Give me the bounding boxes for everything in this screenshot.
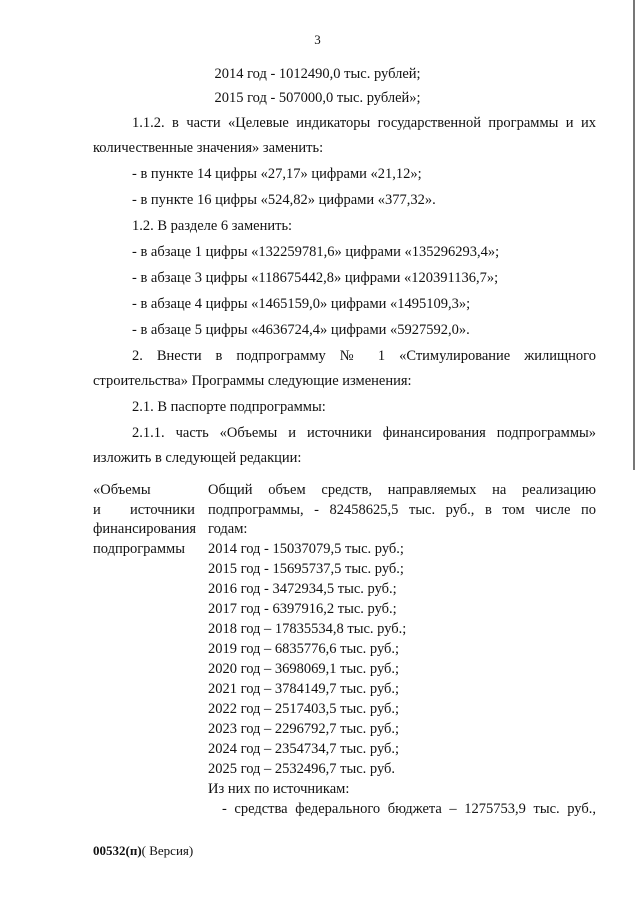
table-left-line-2b: источники [130, 502, 195, 518]
paragraph-21: 2.1. В паспорте подпрограммы: [132, 399, 326, 415]
table-left-line-2a: и [93, 502, 101, 518]
table-left-line-1: «Объемы [93, 482, 151, 498]
paragraph-2-line2: строительства» Программы следующие изменения: [93, 373, 412, 389]
header-line-2015: 2015 год - 507000,0 тыс. рублей»; [214, 90, 421, 106]
table-year-2021: 2021 год – 3784149,7 тыс. руб.; [208, 681, 400, 697]
paragraph-abz-1: - в абзаце 1 цифры «132259781,6» цифрами «135296293,4»; [132, 244, 500, 260]
paragraph-112-line2: количественные значения» заменить: [93, 140, 324, 156]
table-year-2023: 2023 год – 2296792,7 тыс. руб.; [208, 721, 400, 737]
table-year-2020: 2020 год – 3698069,1 тыс. руб.; [208, 661, 400, 677]
table-left-line-4: подпрограммы [93, 541, 185, 557]
table-right-intro-1: Общий объем средств, направляемых на реализацию [208, 482, 596, 498]
paragraph-abz-3: - в абзаце 3 цифры «118675442,8» цифрами «120391136,7»; [132, 270, 499, 286]
page-number: 3 [314, 32, 321, 47]
paragraph-abz-5: - в абзаце 5 цифры «4636724,4» цифрами «5927592,0». [132, 322, 470, 338]
header-line-2014: 2014 год - 1012490,0 тыс. рублей; [214, 66, 421, 82]
table-sources-label: Из них по источникам: [208, 781, 350, 797]
paragraph-2-line1: 2. Внести в подпрограмму № 1 «Стимулирование жилищного [132, 348, 596, 364]
footer-code: 00532(п) [93, 843, 142, 858]
paragraph-211-line1: 2.1.1. часть «Объемы и источники финансирования подпрограммы» [132, 425, 596, 441]
paragraph-point-14: - в пункте 14 цифры «27,17» цифрами «21,12»; [132, 166, 422, 182]
paragraph-211-line2: изложить в следующей редакции: [93, 450, 302, 466]
paragraph-12: 1.2. В разделе 6 заменить: [132, 218, 293, 234]
table-right-intro-3: годам: [208, 521, 248, 537]
table-year-2025: 2025 год – 2532496,7 тыс. руб. [208, 761, 396, 777]
table-year-2016: 2016 год - 3472934,5 тыс. руб.; [208, 581, 397, 597]
table-federal-line: - средства федерального бюджета – 1275753,9 тыс. руб., [222, 801, 596, 817]
table-year-2014: 2014 год - 15037079,5 тыс. руб.; [208, 541, 404, 557]
table-year-2017: 2017 год - 6397916,2 тыс. руб.; [208, 601, 397, 617]
table-year-2019: 2019 год – 6835776,6 тыс. руб.; [208, 641, 400, 657]
table-left-line-3: финансирования [93, 521, 197, 537]
table-year-2015: 2015 год - 15695737,5 тыс. руб.; [208, 561, 404, 577]
table-year-2018: 2018 год – 17835534,8 тыс. руб.; [208, 621, 407, 637]
paragraph-abz-4: - в абзаце 4 цифры «1465159,0» цифрами «1495109,3»; [132, 296, 471, 312]
table-year-2022: 2022 год – 2517403,5 тыс. руб.; [208, 701, 400, 717]
table-right-intro-2: подпрограммы, - 82458625,5 тыс. руб., в том числе по [208, 502, 596, 518]
table-year-2024: 2024 год – 2354734,7 тыс. руб.; [208, 741, 400, 757]
paragraph-112-line1: 1.1.2. в части «Целевые индикаторы государственной программы и их [132, 115, 596, 131]
footer-version-label: ( Версия) [141, 843, 194, 858]
paragraph-point-16: - в пункте 16 цифры «524,82» цифрами «377,32». [132, 192, 436, 208]
footer-version [93, 843, 193, 859]
